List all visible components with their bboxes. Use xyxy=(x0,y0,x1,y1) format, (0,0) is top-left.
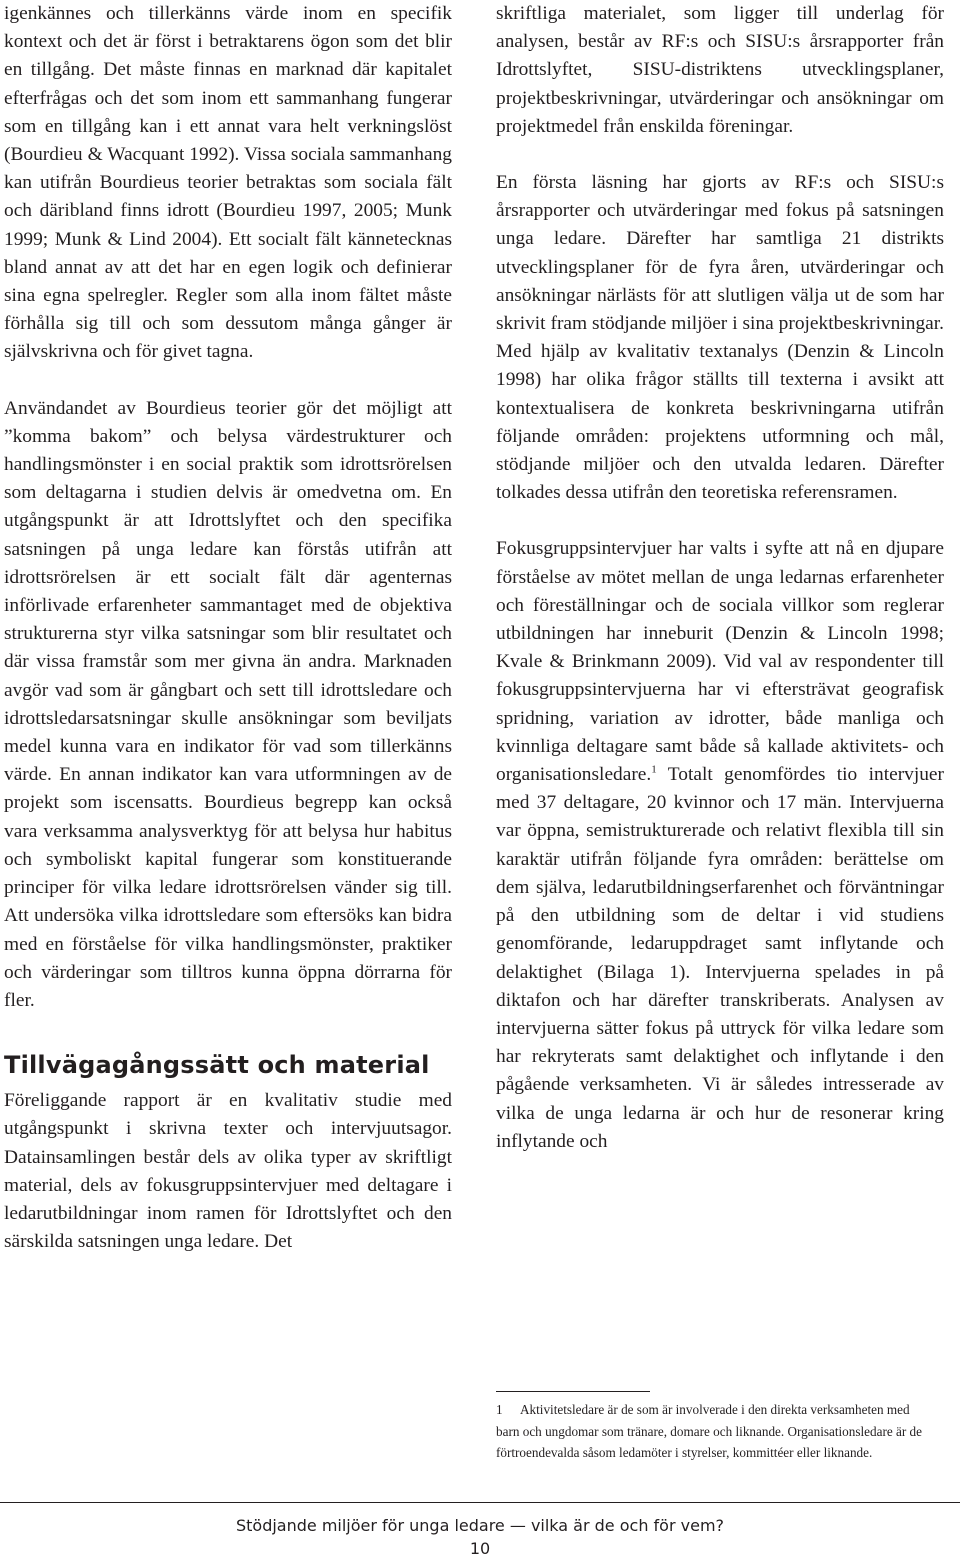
body-paragraph: skriftliga materialet, som ligger till underlag för analysen, består av RF:s och SISU:s årsrapporter från Idrottslyftet, SISU-distriktens utvecklingsplaner, projektbeskrivningar, utvärderingar och ansökningar om projektmedel från enskilda föreningar. xyxy=(496,3,944,137)
footnote xyxy=(496,1399,936,1464)
footnote-number: 1 xyxy=(496,1402,503,1417)
footnote-reference: 1 xyxy=(651,763,657,776)
footer-divider xyxy=(0,1502,960,1503)
footnote-divider xyxy=(496,1391,650,1392)
page-number: 10 xyxy=(469,1539,491,1558)
body-paragraph xyxy=(496,535,944,1155)
footnote-text: Aktivitetsledare är de som är involverade i den direkta verksamheten med barn och ungdomar som tränare, domare och liknande. Organisationsledare är de förtroendevalda såsom ledamöter i styrelser, kommittéer eller liknande. xyxy=(496,1402,922,1461)
right-column xyxy=(496,0,944,1156)
paragraph-text: Fokusgruppsintervjuer har valts i syfte att nå en djupare förståelse av mötet mellan de unga ledarnas erfarenheter och föreställningar och de sociala villkor som reglerar utbildningen har inneburit (Denzin & Lincoln 1998; Kvale & Brinkmann 2009). Vid val av respondenter till fokusgruppsintervjuerna har vi eftersträvat geografisk spridning, variation av idrotter, både manliga och kvinnliga deltagare samt både så kallade aktivitets- och organisationsledare. xyxy=(496,538,944,786)
running-footer: Stödjande miljöer för unga ledare — vilka är de och för vem? xyxy=(235,1516,725,1535)
body-paragraph: igenkännes och tillerkänns värde inom en specifik kontext och det är först i betraktarens ögon som det blir en tillgång. Det måste finnas en marknad där kapitalet efterfrågas och det som inom ett sammanhang fungerar som en tillgång kan i ett annat vara helt verkningslöst (Bourdieu & Wacquant 1992). Vissa sociala sammanhang kan utifrån Bourdieus teorier betraktas som sociala fält och däribland finns idrott (Bourdieu 1997, 2005; Munk 1999; Munk & Lind 2004). Ett socialt fält kännetecknas bland annat av att det har en egen logik och definierar sina egna spelregler. Regler som alla inom fältet måste förhålla sig till och som dessutom många gånger är självskrivna och för givet tagna. xyxy=(4,3,452,363)
body-paragraph: Föreliggande rapport är en kvalitativ studie med utgångspunkt i skrivna texter och intervjuutsagor. Datainsamlingen består dels av olika typer av skriftligt material, dels av fokusgruppsintervjuer med deltagare i ledarutbildningar inom ramen för Idrottslyftet och den särskilda satsningen unga ledare. Det xyxy=(4,1090,452,1253)
body-paragraph: En första läsning har gjorts av RF:s och SISU:s årsrapporter och utvärderingar med fokus på satsningen unga ledare. Därefter har samtliga 21 distrikts utvecklingsplaner för de fyra åren, utvärderingar och ansökningar närlästs för att slutligen välja ut de som har skrivit fram stödjande miljöer i sina projektbeskrivningar. Med hjälp av kvalitativ textanalys (Denzin & Lincoln 1998) har olika frågor ställts till texterna i avsikt att kontextualisera de konkreta beskrivningarna utifrån följande områden: projektens utformning och mål, stödjande miljöer och den utvalda ledaren. Därefter tolkades dessa utifrån den teoretiska referensramen. xyxy=(496,172,944,504)
paragraph-text: Totalt genomfördes tio intervjuer med 37 deltagare, 20 kvinnor och 17 män. Intervjuerna var öppna, semistrukturerade och relativt flexibla till sin karaktär utifrån följande fyra områden: berättelse om dem själva, ledarutbildningserfarenhet och förväntningar på den utbildning som de deltar i vid studiens genomförande, ledaruppdraget samt inflytande och delaktighet (Bilaga 1). Intervjuerna spelades in på diktafon och har därefter transkriberats. Analysen av intervjuerna sätter fokus på uttryck för vilka ledare som har rekryterats samt delaktighet och inflytande i den pågående verksamheten. Vi är således intresserade av vilka de unga ledarna är och hur de resonerar kring inflytande och xyxy=(496,764,944,1152)
body-paragraph: Användandet av Bourdieus teorier gör det möjligt att ”komma bakom” och belysa värdestrukturer och handlingsmönster i en social praktik som idrottsrörelsen som deltagarna i studien delvis är omedvetna om. En utgångspunkt är att Idrottslyftet och den specifika satsningen på unga ledare kan förstås utifrån att idrottsrörelsen är ett socialt fält där agenternas införlivade erfarenheter sammantaget med de objektiva strukturerna styr vilka satsningar som blir resultatet och där vissa framstår som mer givna än andra. Marknaden avgör vad som är gångbart och sett till idrottsledare och idrottsledarsatsningar skulle ansökningar som beviljats medel kunna vara en indikator för vad som tillerkänns värde. En annan indikator kan vara utformningen av de projekt som iscensatts. Bourdieus begrepp kan också vara verksamma analysverktyg för att belysa hur habitus och symboliskt kapital fungerar som konstituerande principer för vilka ledare idrottsrörelsen vänder sig till. Att undersöka vilka idrottsledare som eftersöks kan bidra med en förståelse för vilka handlingsmönster, praktiker och värderingar som tilltros kunna öppna dörrarna för fler. xyxy=(4,397,452,1011)
left-column xyxy=(4,0,452,1256)
section-heading: Tillvägagångssätt och material xyxy=(4,1051,430,1080)
